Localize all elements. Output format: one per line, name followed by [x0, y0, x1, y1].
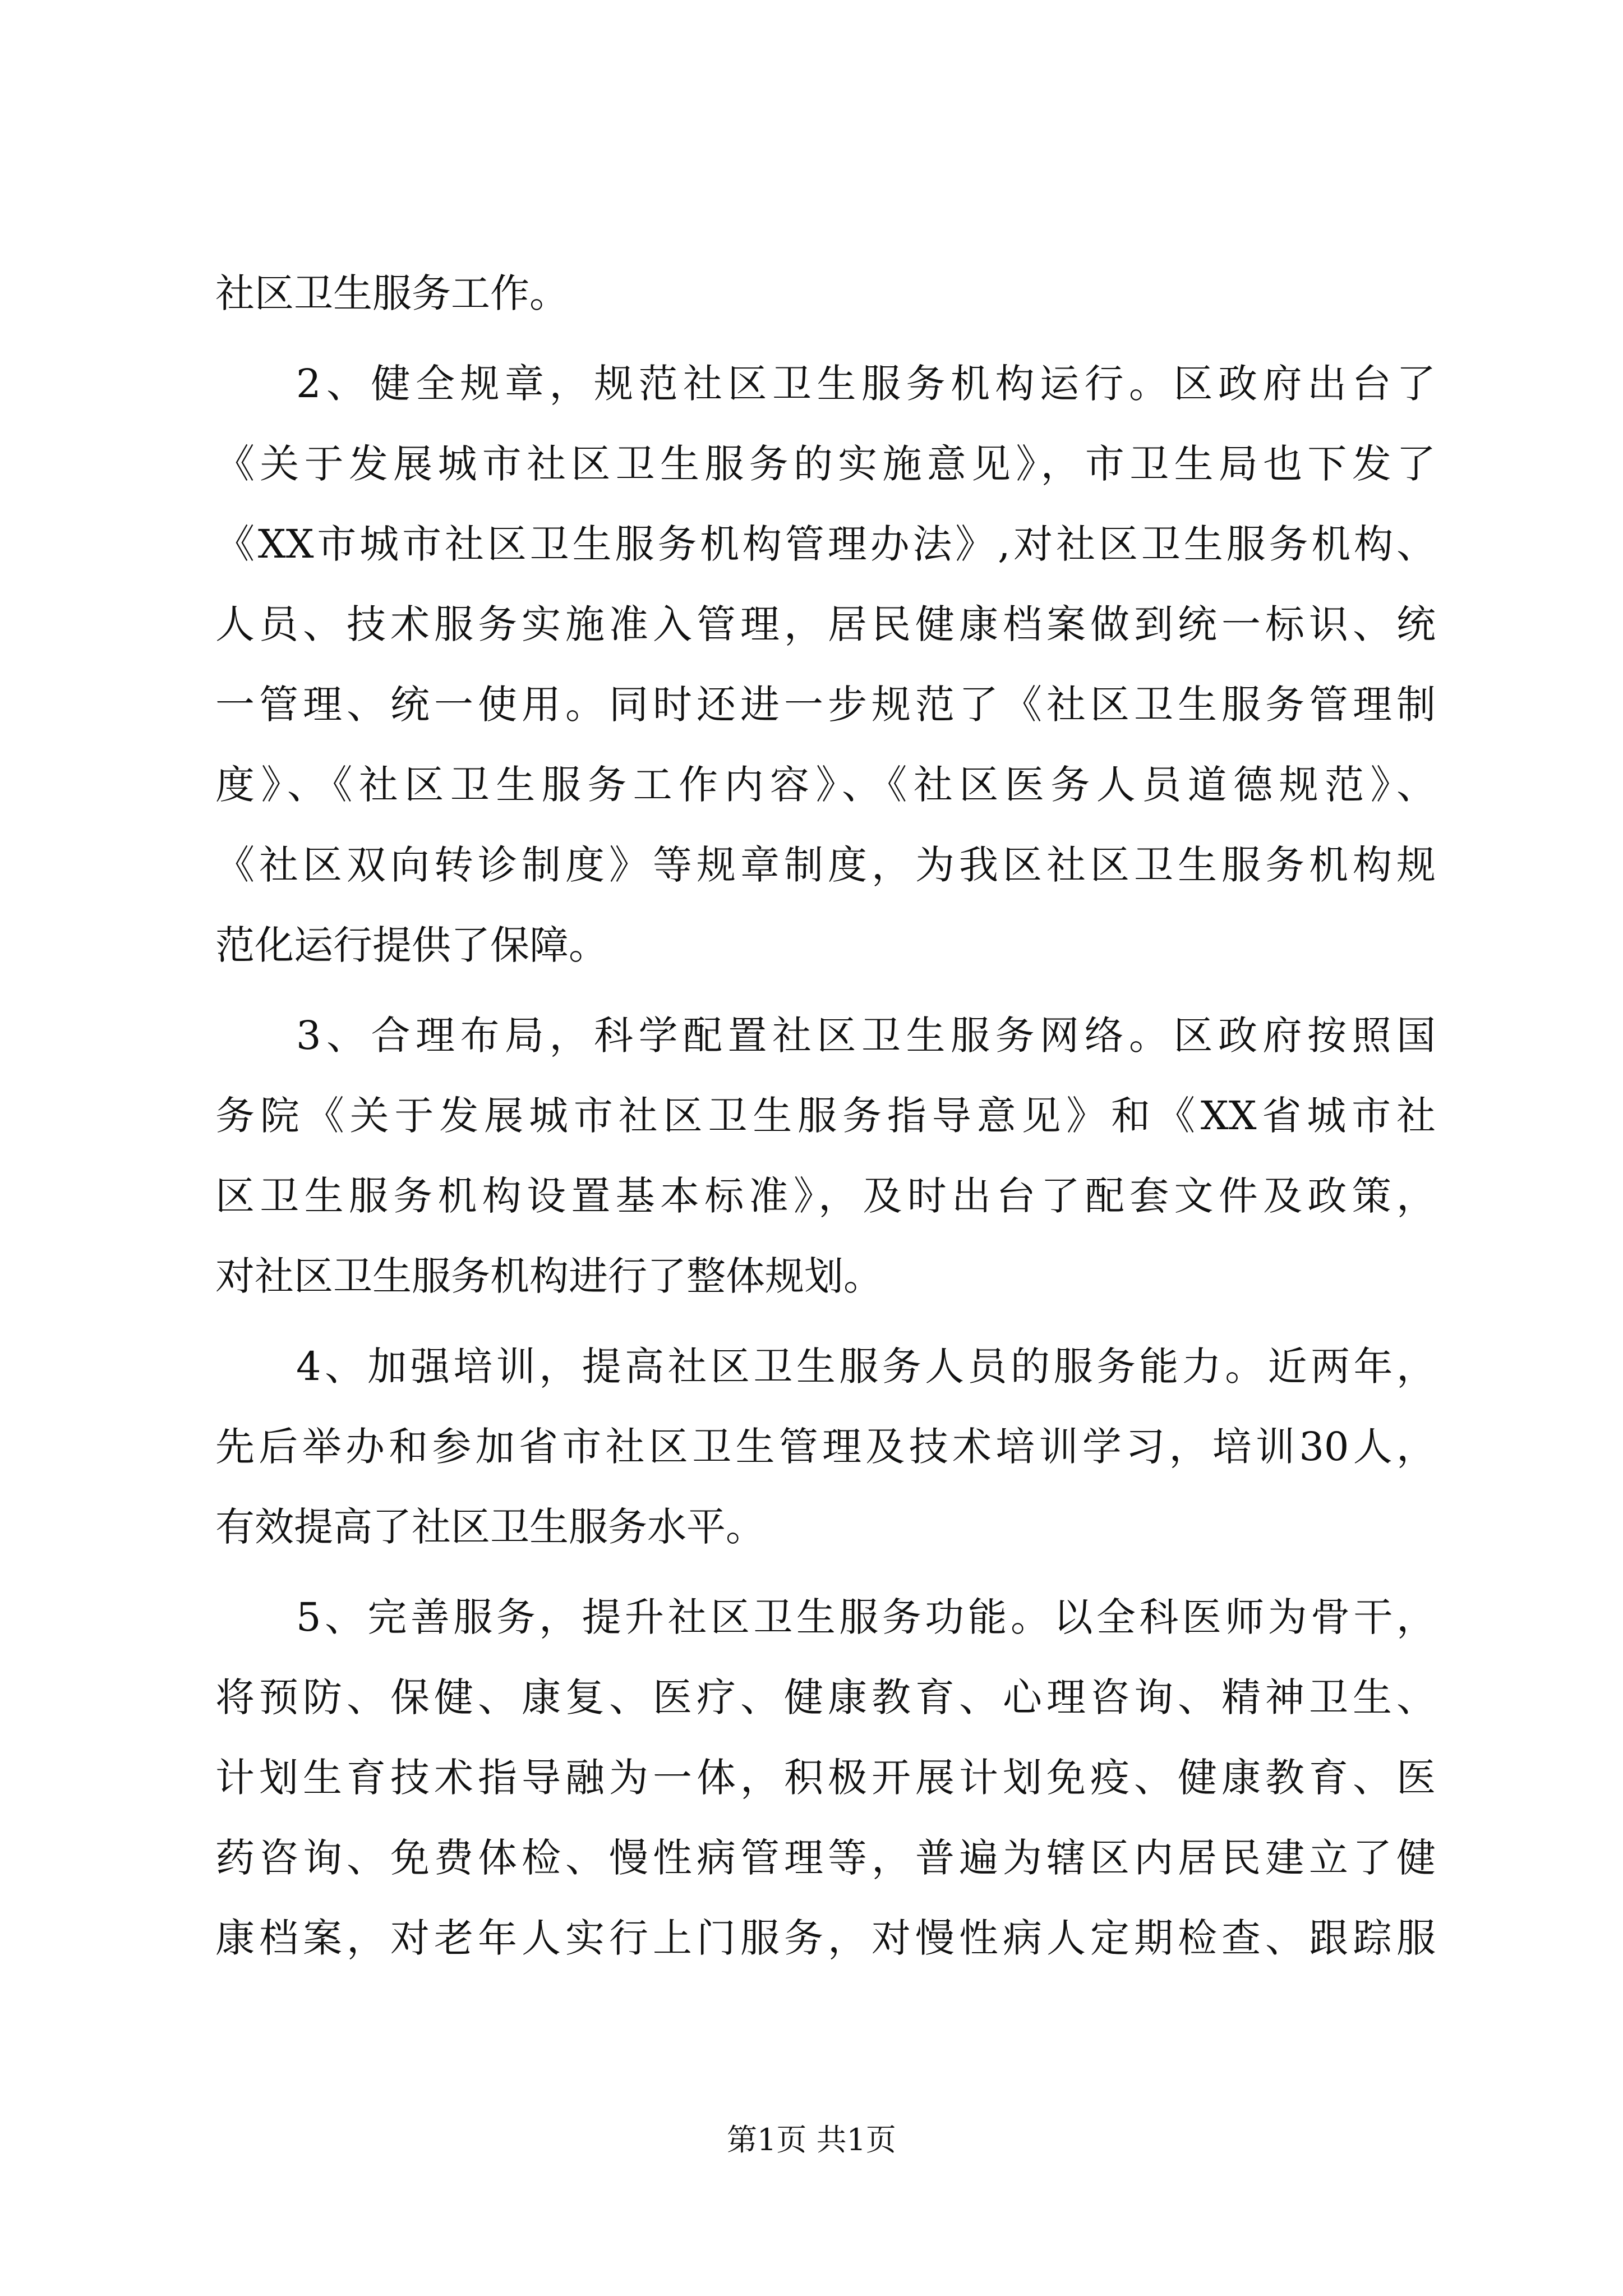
paragraph-gap	[215, 986, 1436, 996]
text-line: 人员、技术服务实施准入管理，居民健康档案做到统一标识、统	[215, 601, 1436, 647]
text-line: 区卫生服务机构设置基本标准》，及时出台了配套文件及政策，	[215, 1173, 1436, 1219]
text-line: 5、完善服务，提升社区卫生服务功能。以全科医师为骨干，	[296, 1594, 1436, 1640]
paragraph	[215, 1577, 1436, 1978]
text-line: 度》、《社区卫生服务工作内容》、《社区医务人员道德规范》、	[215, 762, 1436, 808]
text-line: 先后举办和参加省市社区卫生管理及技术培训学习，培训30人，	[215, 1424, 1436, 1470]
text-line: 对社区卫生服务机构进行了整体规划。	[215, 1253, 883, 1299]
text-line: 计划生育技术指导融为一体，积极开展计划免疫、健康教育、医	[215, 1755, 1436, 1801]
text-line: 《XX市城市社区卫生服务机构管理办法》,对社区卫生服务机构、	[215, 521, 1436, 567]
paragraph	[215, 996, 1436, 1317]
text-line: 康档案，对老年人实行上门服务，对慢性病人定期检查、跟踪服	[215, 1915, 1436, 1961]
text-line: 药咨询、免费体检、慢性病管理等，普遍为辖区内居民建立了健	[215, 1835, 1436, 1881]
paragraph-gap	[215, 334, 1436, 344]
page-footer	[0, 2120, 1623, 2160]
paragraph-gap	[215, 1317, 1436, 1327]
text-line: 社区卫生服务工作。	[215, 270, 569, 316]
text-line: 一管理、统一使用。同时还进一步规范了《社区卫生服务管理制	[215, 682, 1436, 728]
page-number-label: 第1页 共1页	[727, 2122, 896, 2157]
text-line: 4、加强培训，提高社区卫生服务人员的服务能力。近两年，	[296, 1343, 1436, 1389]
text-line: 《关于发展城市社区卫生服务的实施意见》，市卫生局也下发了	[215, 441, 1436, 487]
text-line: 2、健全规章，规范社区卫生服务机构运行。区政府出台了	[296, 361, 1436, 407]
paragraph-gap	[215, 1567, 1436, 1577]
text-line: 范化运行提供了保障。	[215, 922, 608, 968]
text-line: 有效提高了社区卫生服务水平。	[215, 1504, 765, 1550]
text-line: 将预防、保健、康复、医疗、健康教育、心理咨询、精神卫生、	[215, 1674, 1436, 1720]
paragraph	[215, 344, 1436, 986]
text-line: 务院《关于发展城市社区卫生服务指导意见》和《XX省城市社	[215, 1093, 1436, 1139]
document-body	[215, 254, 1436, 1978]
paragraph	[215, 1327, 1436, 1567]
text-line: 《社区双向转诊制度》等规章制度，为我区社区卫生服务机构规	[215, 842, 1436, 888]
text-line: 3、合理布局，科学配置社区卫生服务网络。区政府按照国	[296, 1013, 1436, 1059]
paragraph	[215, 254, 1436, 334]
